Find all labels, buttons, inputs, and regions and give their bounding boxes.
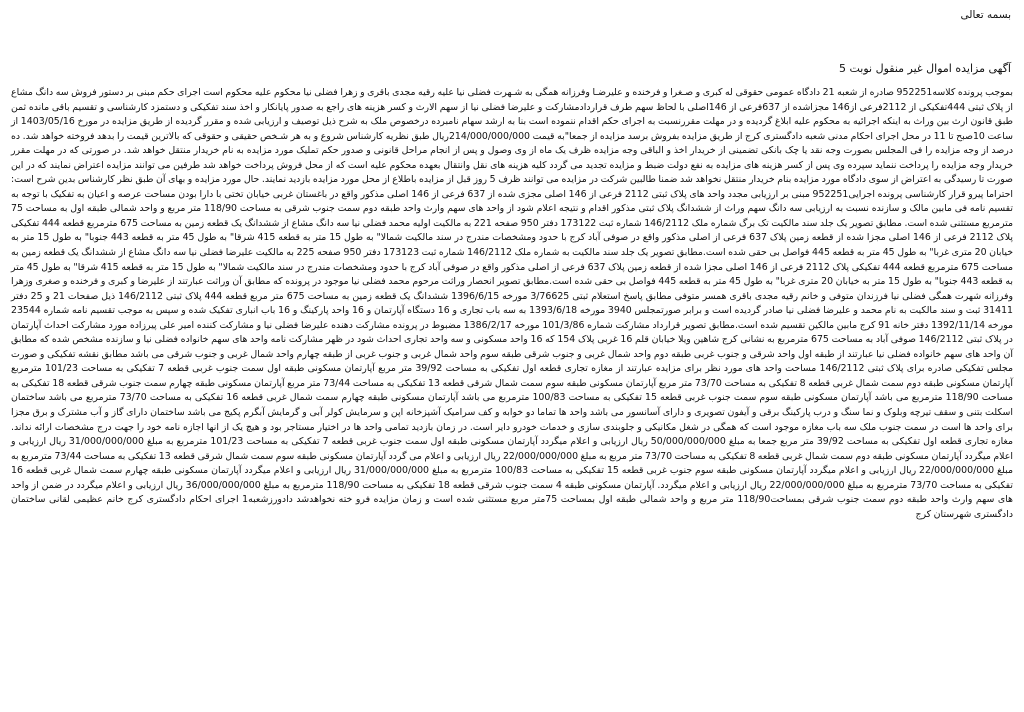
- notice-body: بموجب پرونده کلاسه952251 صادره از شعبه 21 دادگاه عمومی حقوقی له کبری و صـغرا و فرخنده و علیرضـا وفرزانه همگی به شـهرت فضلی نیا علیه رقیه مجدی باقری و زهرا فضلی نیا محکوم علیه محکوم است اجرای حکم مبنی بر دستور فروش سه دانگ مشاع از پلاک ثبتی 444تفکیکی از 2112فرعی از146 مجزاشده از 637فرعی از 146اصلی با لحاظ سهم طرف قراردادمشارکت و علیرضا فضلی نیا از سهم الارث و کسر هزینه های راجع به صدور پایانکار و اخذ سند تفکیکی و دستمزد کارشناسی و تقسیم باقی مانده ثمن طبق قانون ارث بین وراث به اینکه اجرائیه به محکوم علیه ابلاغ گردیده و در مهلت مقررنسبت به اجرای حکم اقدام ننموده است بنا به ارشد سهام نامبرده درخصوص ملک به شرح ذیل توصیف و ارزیابی شده و مقرر گردیده از طریق مزایده در مورخ 1403/05/16 از ساعت 10صبح تا 11 در محل اجرای احکام مدنی شعبه دادگستری کرج از طریق مزایده بفروش برسد مزایده از جمعا"به قیمت 214/000/000/000ریال طبق نظریه کارشناس شروع و به هر شـخص حقیقی و حقوقی که بالاترین قیمت را بدهد فروخته خواهد شد. ده درصد از وجه مزایده را فی المجلس بصورت وجه نقد یا چک بانکی تضمینی از خریدار اخذ و الباقی وجه مزایده ظرف یک ماه از وی وصول و پس از انجام مراحل قانونی و صدور حکم تملیک مورد مزایده به نام خریدار منتقل خواهد شد. در صورتی که در مهلت مقرر خریدار وجه مزایده را پرداخت ننماید سپرده وی پس از کسر هزینه های مزایده به نفع دولت ضبط و مزایده تجدید می گردد کلیه هزینه های نقل وانتقال بعهده محکوم علیه است که از محل فروش پرداخت خواهد شد طرفین می توانند مزایده اعتراض نمایند که در این صورت تا رسیدگی به اعتراض از سوی دادگاه مورد مزایده بنام خریدار منتقل نخواهد شد ضمنا طالبین شرکت در مزایده می توانند ظرف 5 روز قبل از مزایده باطلاع از محل مورد مزایده بازدید نمایند. حال مورد مزایده و بهای آن طبق نظر کارشناس بدین شرح است: احتراما پیرو قرار کارشناسی پرونده اجرایی952251 مبنی بر ارزیابی مجدد واحد های پلاک ثبتی 2112 فرعی از 146 اصلی مجزی شده از 637 فرعی از 146 اصلی مذکور واقع در باغستان غربی خیابان تختی با دارا بودن مساحت عرصه و اعیان به تفکیک با توجه به تقسیم نامه فی مابین مالک و سازنده نسبت به ارزیابی سه دانگ سهم وراث از ششدانگ پلاک ثبتی مذکور اقدام و نتیجه اعلام شود از واحد های سهم وارث واحد طبقه دوم سمت جنوب شرقی به مساحت 118/90 متر مربع و واحد شمالی طبقه اول به مساحت 75 مترمربع مستثنی شده است. مطابق تصویر یک جلد سند مالکیت تک برگ شماره ملک 146/2112 شماره ثبت 173122 دفتر 950 صفحه 221 به مالکیت اولیه محمد فضلی نیا سه دانگ مشاع از ششدانگ یک قطعه زمین به مساحت 675 مترمربع قطعه 444 تفکیکی پلاک 2112 فرعی از 146 اصلی مجزا شده از قطعه زمین پلاک 637 فرعی از اصلی مذکور واقع در صوفی آباد کرج با حدود ومشخصات مندرج در سند مالکیت شمالا" به طول 15 متر به قطعه 415 شرقا" به طول 45 متر به قطعه 443 جنوبا" به طول 15 متر به خیابان 20 متری غربا" به طول 45 متر به قطعه 445 فواصل بی حقی شده است.مطابق تصویر یک جلد سند مالکیت به شماره ملک 146/2112 شماره ثبت 173123 دفتر 950 صفحه 225 به مالکیت علیرضا فضلی نیا سه دانگ مشاع از ششدانگ یک قطعه زمین به مساحت 675 مترمربع قطعه 444 تفکیکی پلاک 2112 فرعی از 146 اصلی مجزا شده از قطعه زمین پلاک 637 فرعی از اصلی مذکور واقع در صوفی آباد کرج با حدود ومشخصات مندرج در سند مالکیت شمالا" به طول 15 متر به قطعه 415 شرقا" به طول 45 متر به قطعه 443 جنوبا" به طول 15 متر به خیابان 20 متری غربا" به طول 45 متر به قطعه 445 فواصل بی حقی شده است.مطابق تصویر انحصار وراثت مرحوم محمد فضلی نیا موجود در پرونده که مطابق آن وراثت عبارتند از علیرضا و کبری و فرخنده و صغری وزهرا وفرزانه شهرت همگی فضلی نیا فرزندان متوفی و خانم رقیه مجدی باقری همسر متوفی مطابق پاسخ استعلام ثبتی 3/76625 مورخه 1396/6/15 ششدانگ یک قطعه زمین به مساحت 675 متر مربع قطعه 444 پلاک ثبتی 146/2112 ذیل صفحات 21 و 25 دفتر 31411 ثبت و سند مالکیت به نام محمد و علیرضا فضلی نیا صادر گردیده است و برابر صورتمجلس 3940 مورخه 1393/6/18 به سه باب تجاری و 16 دستگاه آپارتمان و 16 واحد پارکینگ و 16 باب انباری تفکیک شده و سپس به موجب تقسیم نامه شماره 23544 مورخه 1392/11/14 دفتر خانه 91 کرج مابین مالکین تقسیم شده است.مطابق تصویر قرارداد مشارکت شماره 101/3/86 مورخه 1386/2/17 مضبوط در پرونده مشارکت دهنده علیرضا فضلی نیا و مشارکت کننده امیر علی پیرزاده مورد مشارکت احداث آپارتمان در پلاک ثبتی 146/2112 صوفی آباد به مساحت 675 مترمربع به نشانی کرج شاهین ویلا خیابان قلم 16 غربی پلاک 154 که 16 واحد مسکونی و سه واحد تجاری احداث شود در ظهر مشارکت نامه واحد های سهم خانواده فضلی نیا و سازنده مشخص شده که مطابق آن واحد های سهم خانواده فضلی نیا عبارتند از طبقه اول واحد شرقی و جنوب غربی طبقه دوم واحد شمال غربی و جنوب شرقی طبقه سوم واحد شمال غربی و جنوب غربی از طبقه چهارم واحد شمال غربی و جنوب شرقی می باشد مطابق نقشه تفکیکی و صورت مجلس تفکیکی صادره برای پلاک ثبتی 146/2112 مساحت واحد های مورد نظر برای مزایده عبارتند از مغازه تجاری قطعه اول تفکیکی به مساحت 39/92 متر مربع آپارتمان مسکونی طبقه اول سمت جنوب غربی قطعه 7 تفکیکی به مساحت 101/23 مترمربع آپارتمان مسکونی طبقه دوم سمت شمال غربی قطعه 8 تفکیکی به مساحت 73/70 متر مربع آپارتمان مسکونی طبقه سوم سمت شمال شرقی قطعه 13 تفکیکی به مساحت 73/44 متر مربع آپارتمان مسکونی طبقه چهارم سمت جنوب شرقی قطعه 18 تفکیکی به مساحت 118/90 مترمربع می باشد آپارتمان مسکونی طبقه سوم سمت جنوب غربی قطعه 15 تفکیکی به مساحت 100/83 مترمربع می باشد آپارتمان مسکونی طبقه چهارم سمت شمال غربی قطعه 16 تفکیکی به مساحت 73/70 مترمربع می باشد ساختمان اسکلت بتنی و سقف تیرچه وبلوک و نما سنگ و درب پارکینگ برقی و آیفون تصویری و دارای آسانسور می باشد واحد ها تماما دو خوابه و کف سرامیک آشپزخانه اپن و سرمایش کولر آبی و گرمایش آبگرم پکیج می باشد ساختمان دارای گاز و آب مشترک و برق مجزا برای واحد ها است در سمت جنوب ملک سه باب مغازه موجود است که همگی در شغل مکانیکی و جلوبندی سازی و خدمات خودرو دایر است. در زمان بازدید تمامی واحد ها در اختیار مستاجر بود و هیچ یک از انها اجازه نامه خود را جهت درج مشخصات ارائه نداند. مغازه تجاری قطعه اول تفکیکی به مساحت 39/92 متر مربع جمعا به مبلغ 50/000/000/000 ریال ارزیابی و اعلام میگردد آپارتمان مسکونی طبقه اول سمت جنوب غربی قطعه 7 تفکیکی به مساحت 101/23 مترمربع به مبلغ 31/000/000/000 ریال ارزیابی و اعلام میگردد آپارتمان مسکونی طبقه دوم سمت شمال غربی قطعه 8 تفکیکی به مساحت 73/70 متر مربع به مبلغ 22/000/000/000 ریال ارزیابی و اعلام می گردد آپارتمان مسکونی طبقه سوم سمت شمال شرقی قطعه 13 تفکیکی به مساحت 73/44 مترمربع به مبلغ 22/000/000/000 ریال ارزیابی و اعلام میگردد آپارتمان مسکونی طبقه سوم جنوب غربی قطعه 15 تفکیکی به مساحت 100/83 مترمربع به مبلغ 31/000/000/000 ریال ارزیابی و اعلام میگردد آپارتمان مسکونی طبقه چهارم سمت شمال غربی قطعه 16 تفکیکی به مساحت 73/70 مترمربع به مبلغ 22/000/000/000 ریال ارزیابی و اعلام میگردد. آپارتمان مسکونی طبقه 4 سمت جنوب شرقی قطعه 18 تفکیکی به مساحت 118/90 مترمربع به مبلغ 36/000/000/000 ریال ارزیابی و اعلام میگردد در ضمن از واحد های سهم وارث واحد طبقه دوم سمت جنوب شرقی بمساحت118/90 متر مربع و واحد شمالی طبقه اول بمساحت 75متر مربع مستثنی شده است و زمان مزایده فرو خته نخواهدشد دادورزشعبه1 اجرای احکام دادگستری کرج خانم عظیمی لقانی ساختمان دادگستری شهرستان کرج: [11, 87, 1014, 520]
- notice-title: آگهی مزایده اموال غیر منقول نوبت 5: [838, 62, 1011, 75]
- basmala-heading: بسمه تعالی: [960, 9, 1011, 21]
